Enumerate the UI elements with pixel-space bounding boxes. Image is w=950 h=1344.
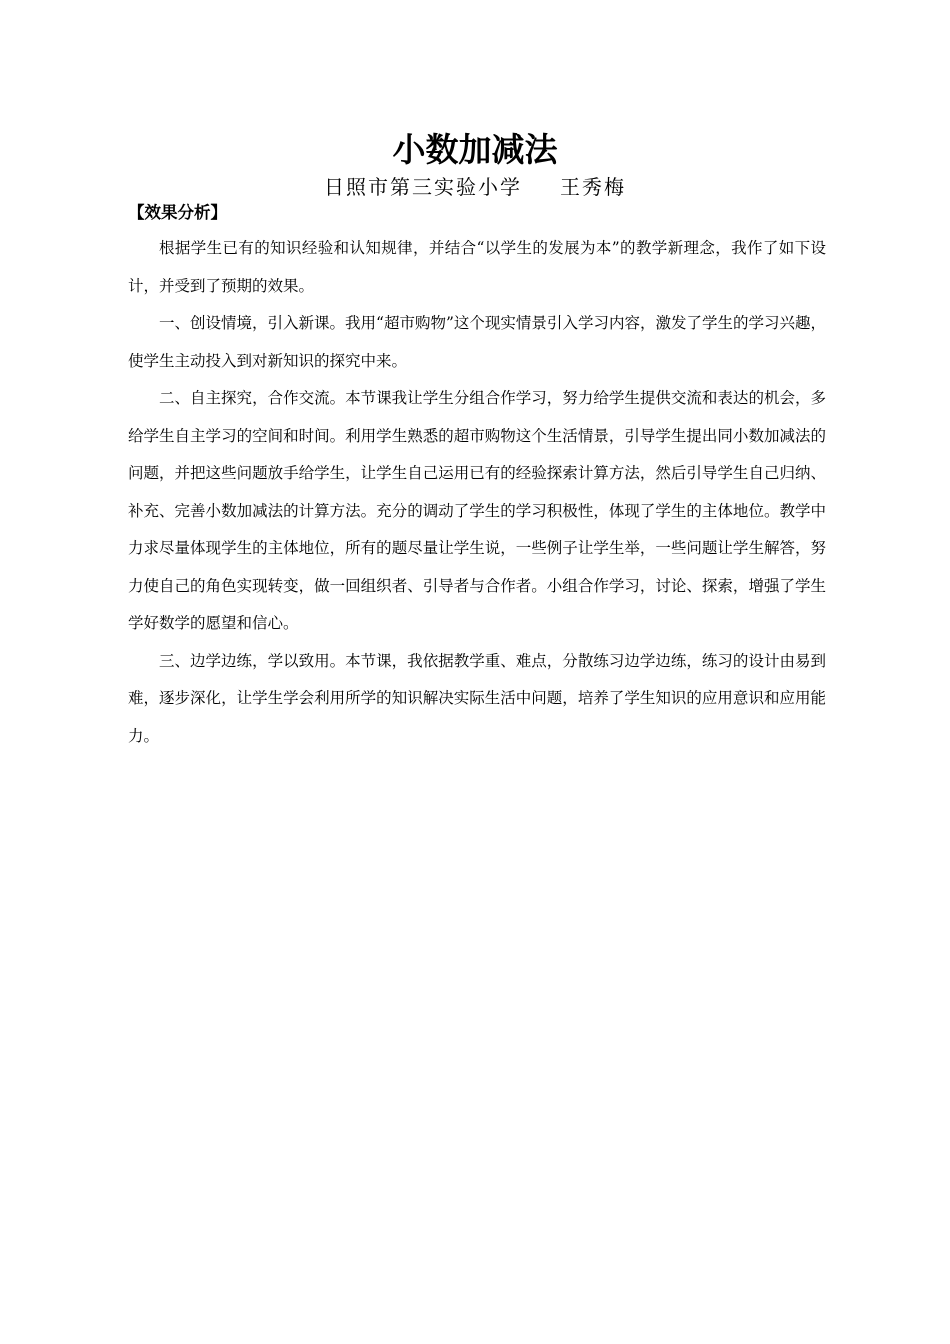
paragraph-point-3: 三、边学边练，学以致用。本节课，我依据教学重、难点，分散练习边学边练，练习的设计由易到难，逐步深化，让学生学会利用所学的知识解决实际生活中问题，培养了学生知识的应用意识和应用能力。 (128, 651, 826, 745)
section-heading: 【效果分析】 (128, 203, 227, 222)
school-name: 日照市第三实验小学 (324, 175, 522, 199)
paragraph-point-1: 一、创设情境，引入新课。我用“超市购物”这个现实情景引入学习内容，激发了学生的学习兴趣，使学生主动投入到对新知识的探究中来。 (128, 314, 826, 370)
paragraph-intro: 根据学生已有的知识经验和认知规律，并结合“以学生的发展为本”的教学新理念，我作了如下设计，并受到了预期的效果。 (128, 239, 826, 295)
document-byline (0, 174, 950, 200)
author-name: 王秀梅 (560, 175, 626, 199)
document-body (128, 230, 826, 755)
document-title: 小数加减法 (392, 130, 558, 169)
paragraph-point-2: 二、自主探究，合作交流。本节课我让学生分组合作学习，努力给学生提供交流和表达的机会，多给学生自主学习的空间和时间。利用学生熟悉的超市购物这个生活情景，引导学生提出同小数加减法的问题，并把这些问题放手给学生，让学生自己运用已有的经验探索计算方法，然后引导学生自己归纳、补充、完善小数加减法的计算方法。充分的调动了学生的学习积极性，体现了学生的主体地位。教学中力求尽量体现学生的主体地位，所有的题尽量让学生说，一些例子让学生举，一些问题让学生解答，努力使自己的角色实现转变，做一回组织者、引导者与合作者。小组合作学习，讨论、探索，增强了学生学好数学的愿望和信心。 (128, 389, 826, 632)
